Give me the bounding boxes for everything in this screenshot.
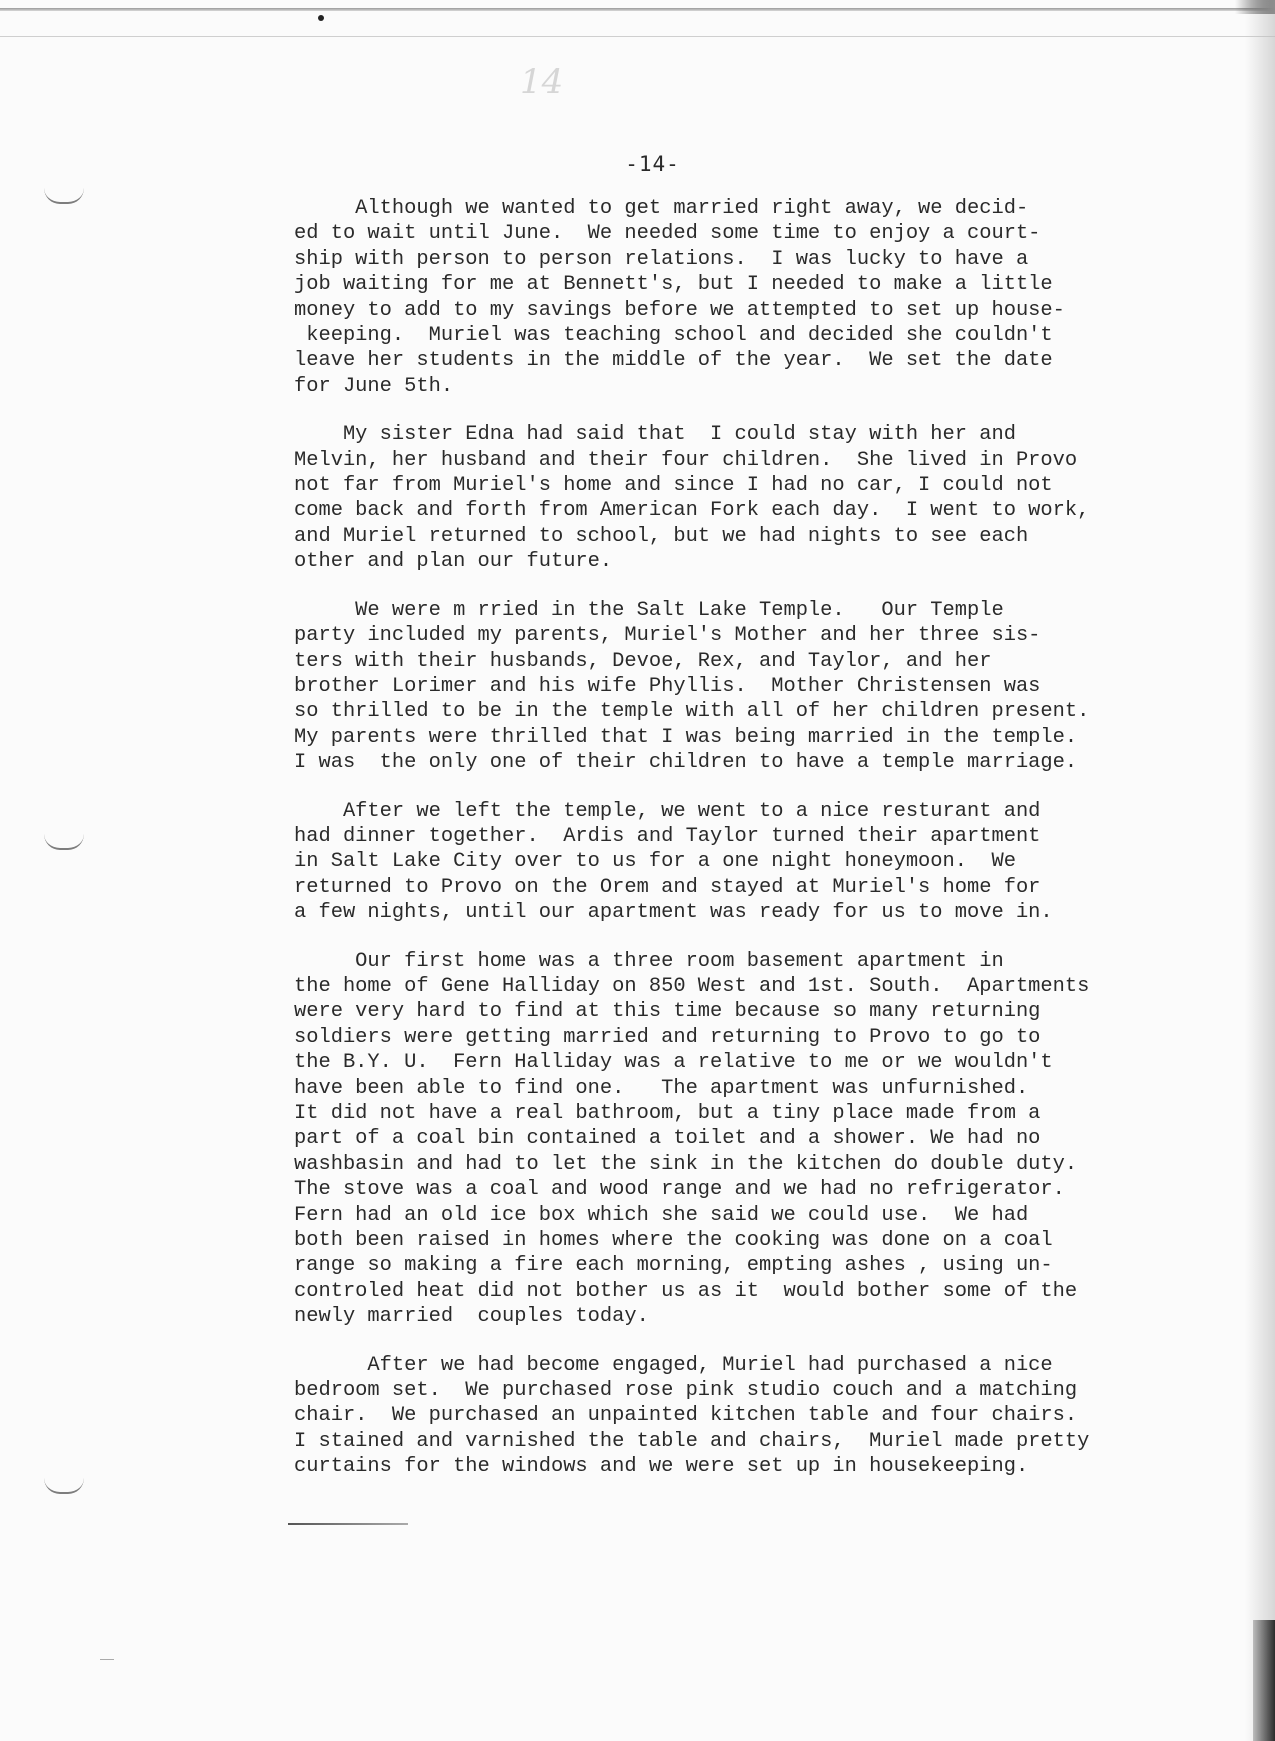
text-line: brother Lorimer and his wife Phyllis. Mother Christensen was xyxy=(294,674,1041,698)
text-line: and Muriel returned to school, but we had nights to see each xyxy=(294,524,1029,548)
ink-dot xyxy=(318,15,324,21)
scan-top-edge xyxy=(0,8,1275,11)
text-line: After we left the temple, we went to a nice resturant and xyxy=(294,799,1041,823)
text-line: I was the only one of their children to have a temple marriage. xyxy=(294,751,1078,775)
text-line: for June 5th. xyxy=(294,374,454,398)
text-line: The stove was a coal and wood range and we had no refrigerator. xyxy=(294,1178,1065,1202)
text-line: returned to Provo on the Orem and stayed at Muriel's home for xyxy=(294,875,1041,899)
paragraph xyxy=(294,949,1174,1330)
paragraph xyxy=(294,422,1174,574)
text-line: both been raised in homes where the cooking was done on a coal xyxy=(294,1229,1053,1253)
scan-right-shadow xyxy=(1245,0,1275,1741)
text-line: My sister Edna had said that I could stay with her and xyxy=(294,423,1016,447)
text-line: My parents were thrilled that I was being married in the temple. xyxy=(294,725,1078,749)
text-line: the home of Gene Halliday on 850 West and 1st. South. Apartments xyxy=(294,974,1090,998)
text-line: curtains for the windows and we were set up in housekeeping. xyxy=(294,1455,1029,1479)
text-line: controled heat did not bother us as it would bother some of the xyxy=(294,1279,1078,1303)
text-line: other and plan our future. xyxy=(294,550,613,574)
paragraph xyxy=(294,799,1174,926)
text-line: bedroom set. We purchased rose pink studio couch and a matching xyxy=(294,1379,1078,1403)
stray-mark xyxy=(100,1659,114,1660)
punch-hole-mark xyxy=(44,188,84,204)
paragraph xyxy=(294,1353,1174,1480)
paragraph xyxy=(294,598,1174,776)
text-line: Although we wanted to get married right away, we decid- xyxy=(294,197,1029,220)
text-line: newly married couples today. xyxy=(294,1305,649,1329)
text-line: ed to wait until June. We needed some time to enjoy a court- xyxy=(294,222,1041,246)
scan-bottom-right-shadow xyxy=(1253,1620,1275,1741)
text-line: soldiers were getting married and returning to Provo to go to xyxy=(294,1025,1041,1049)
punch-hole-mark xyxy=(44,1478,84,1494)
text-line: part of a coal bin contained a toilet and a shower. We had no xyxy=(294,1127,1041,1151)
document-body xyxy=(294,196,1174,1503)
pencil-page-mark: 14 xyxy=(520,62,564,102)
text-line: ters with their husbands, Devoe, Rex, and Taylor, and her xyxy=(294,649,992,673)
text-line: in Salt Lake City over to us for a one night honeymoon. We xyxy=(294,850,1016,874)
text-line: keeping. Muriel was teaching school and decided she couldn't xyxy=(294,324,1053,348)
text-line: job waiting for me at Bennett's, but I needed to make a little xyxy=(294,273,1053,297)
text-line: not far from Muriel's home and since I had no car, I could not xyxy=(294,474,1053,498)
text-line: money to add to my savings before we attempted to set up house- xyxy=(294,298,1065,322)
end-rule xyxy=(288,1523,408,1525)
text-line: Fern had an old ice box which she said we could use. We had xyxy=(294,1203,1029,1227)
scan-top-line xyxy=(0,36,1275,37)
text-line: chair. We purchased an unpainted kitchen table and four chairs. xyxy=(294,1404,1078,1428)
text-line: so thrilled to be in the temple with all of her children present. xyxy=(294,700,1090,724)
text-line: Our first home was a three room basement apartment in xyxy=(294,949,1004,973)
text-line: leave her students in the middle of the year. We set the date xyxy=(294,349,1053,373)
text-line: the B.Y. U. Fern Halliday was a relative to me or we wouldn't xyxy=(294,1051,1053,1075)
text-line: range so making a fire each morning, empting ashes , using un- xyxy=(294,1254,1053,1278)
text-line: had dinner together. Ardis and Taylor turned their apartment xyxy=(294,824,1041,848)
text-line: We were m rried in the Salt Lake Temple. Our Temple xyxy=(294,598,1004,622)
text-line: washbasin and had to let the sink in the kitchen do double duty. xyxy=(294,1152,1078,1176)
text-line: come back and forth from American Fork each day. I went to work, xyxy=(294,499,1090,523)
page-number: -14- xyxy=(625,152,680,176)
text-line: I stained and varnished the table and chairs, Muriel made pretty xyxy=(294,1429,1090,1453)
text-line: have been able to find one. The apartment was unfurnished. xyxy=(294,1076,1029,1100)
text-line: Melvin, her husband and their four children. She lived in Provo xyxy=(294,448,1078,472)
paragraph xyxy=(294,196,1174,399)
text-line: a few nights, until our apartment was ready for us to move in. xyxy=(294,901,1053,925)
punch-hole-mark xyxy=(44,834,84,850)
text-line: After we had become engaged, Muriel had purchased a nice xyxy=(294,1353,1053,1377)
text-line: It did not have a real bathroom, but a tiny place made from a xyxy=(294,1102,1041,1125)
text-line: were very hard to find at this time because so many returning xyxy=(294,1000,1041,1024)
text-line: party included my parents, Muriel's Mother and her three sis- xyxy=(294,624,1041,648)
text-line: ship with person to person relations. I was lucky to have a xyxy=(294,247,1029,271)
